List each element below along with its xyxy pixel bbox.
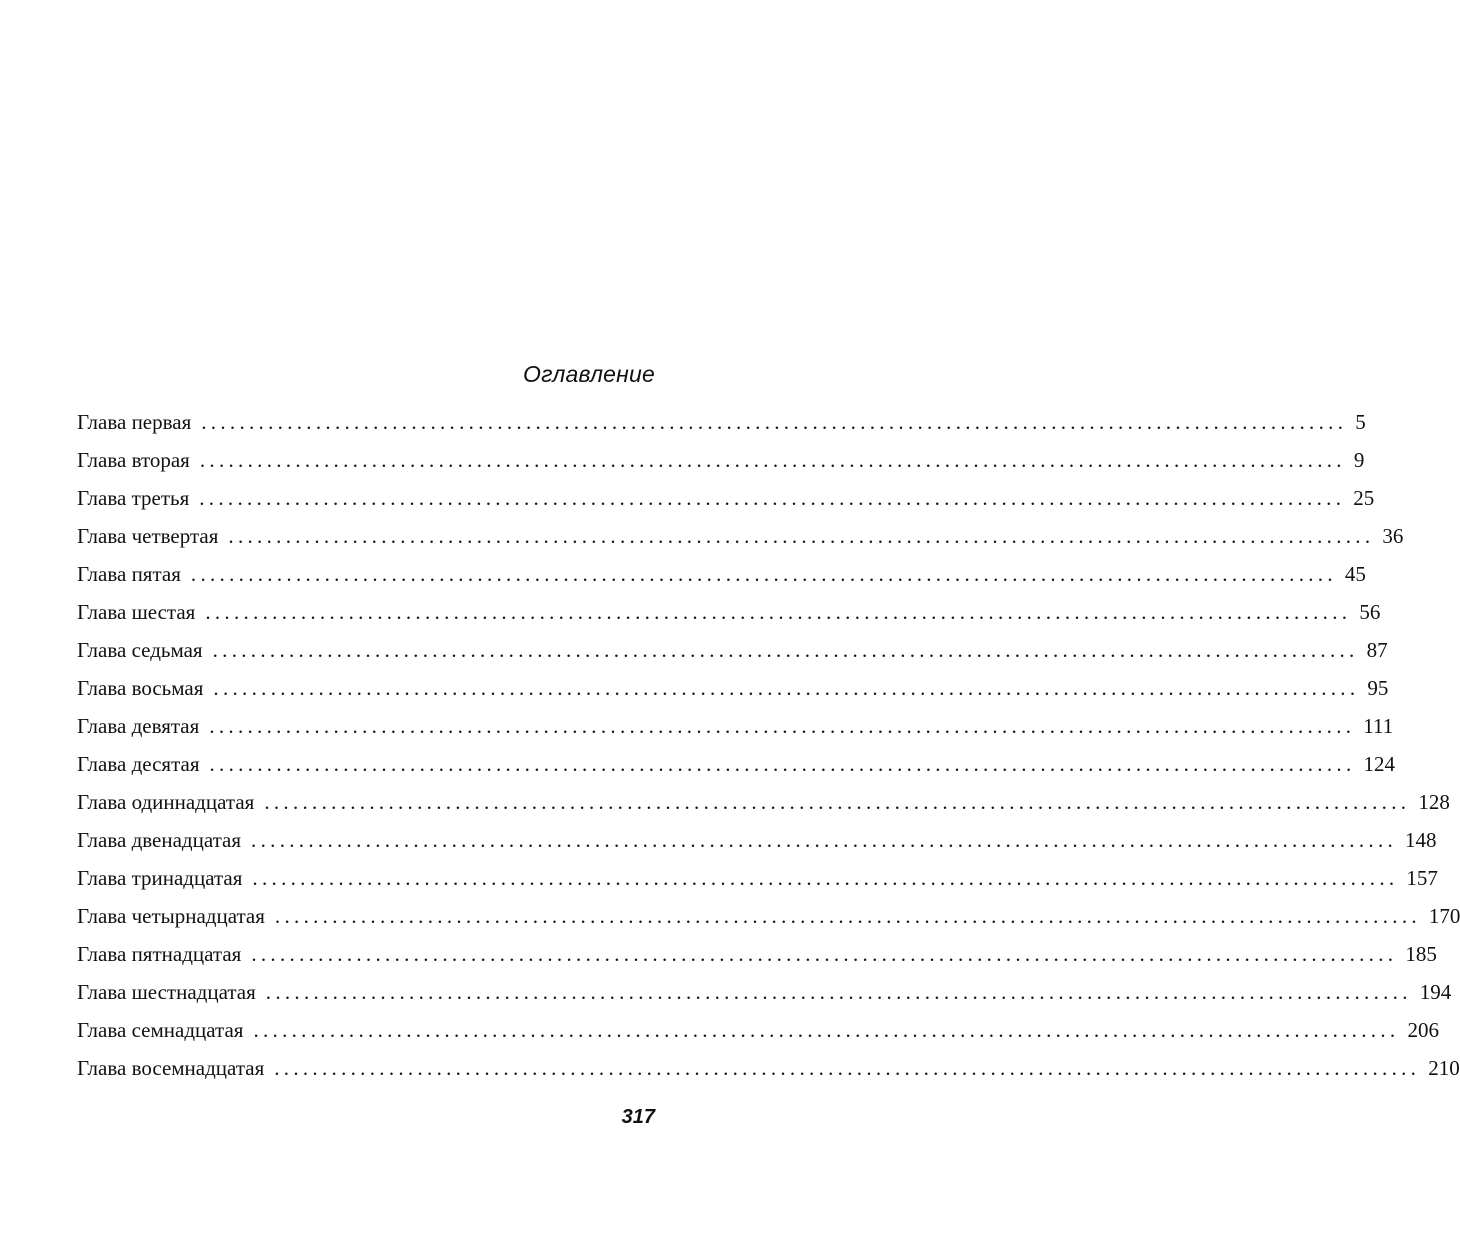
page-number: 317 [621, 1106, 655, 1128]
toc-entry-page: 36 [1382, 524, 1404, 548]
toc-entry-label: Глава первая [77, 410, 192, 434]
toc-list [77, 410, 1460, 1094]
toc-entry [77, 752, 1395, 790]
toc-entry [77, 904, 1460, 942]
toc-entry-page: 157 [1406, 866, 1438, 890]
toc-entry [77, 828, 1437, 866]
toc-entry [77, 866, 1438, 904]
toc-entry-label: Глава десятая [77, 752, 200, 776]
toc-entry [77, 790, 1450, 828]
toc-entry-label: Глава вторая [77, 448, 190, 472]
toc-entry [77, 1018, 1439, 1056]
toc-entry-page: 95 [1367, 676, 1389, 700]
toc-entry-label: Глава третья [77, 486, 190, 510]
toc-entry-page: 185 [1405, 942, 1437, 966]
toc-entry [77, 980, 1452, 1018]
dot-leader: ........................................................................................................................ [251, 828, 1398, 852]
toc-entry [77, 638, 1388, 676]
dot-leader: ........................................................................................................................ [205, 600, 1352, 624]
toc-entry-page: 87 [1366, 638, 1388, 662]
dot-leader: ........................................................................................................................ [228, 524, 1375, 548]
toc-entry [77, 486, 1375, 524]
toc-entry [77, 524, 1404, 562]
dot-leader: ........................................................................................................................ [253, 1018, 1400, 1042]
toc-entry-label: Глава пятнадцатая [77, 942, 242, 966]
toc-entry-label: Глава четырнадцатая [77, 904, 265, 928]
dot-leader: ........................................................................................................................ [199, 486, 1346, 510]
dot-leader: ........................................................................................................................ [251, 942, 1398, 966]
toc-entry-page: 56 [1359, 600, 1381, 624]
toc-entry-page: 206 [1407, 1018, 1439, 1042]
toc-entry-label: Глава одиннадцатая [77, 790, 255, 814]
toc-entry [77, 448, 1365, 486]
dot-leader: ........................................................................................................................ [212, 638, 1359, 662]
toc-entry-label: Глава девятая [77, 714, 200, 738]
toc-entry-label: Глава пятая [77, 562, 181, 586]
toc-entry-page: 124 [1363, 752, 1395, 776]
dot-leader: ........................................................................................................................ [252, 866, 1399, 890]
toc-entry-label: Глава восьмая [77, 676, 204, 700]
toc-entry-page: 194 [1419, 980, 1452, 1004]
toc-entry [77, 676, 1389, 714]
toc-entry-page: 25 [1353, 486, 1375, 510]
toc-entry-page: 5 [1355, 410, 1366, 434]
dot-leader: ........................................................................................................................ [274, 1056, 1421, 1080]
toc-entry-page: 170 [1428, 904, 1460, 928]
toc-entry-label: Глава четвертая [77, 524, 219, 548]
toc-entry-page: 210 [1428, 1056, 1460, 1080]
dot-leader: ........................................................................................................................ [265, 980, 1412, 1004]
toc-entry-label: Глава шестая [77, 600, 196, 624]
toc-entry [77, 1056, 1460, 1094]
toc-entry-label: Глава седьмая [77, 638, 203, 662]
toc-entry-label: Глава семнадцатая [77, 1018, 244, 1042]
toc-entry-page: 45 [1344, 562, 1366, 586]
toc-entry-label: Глава двенадцатая [77, 828, 242, 852]
toc-title: Оглавление [523, 361, 655, 387]
toc-entry [77, 410, 1366, 448]
toc-entry [77, 600, 1381, 638]
toc-entry-page: 128 [1418, 790, 1450, 814]
toc-entry-page: 111 [1363, 714, 1394, 738]
toc-entry-label: Глава шестнадцатая [77, 980, 256, 1004]
dot-leader: ........................................................................................................................ [274, 904, 1421, 928]
toc-entry-label: Глава тринадцатая [77, 866, 243, 890]
dot-leader: ........................................................................................................................ [213, 676, 1360, 700]
toc-entry-page: 148 [1405, 828, 1437, 852]
toc-entry-label: Глава восемнадцатая [77, 1056, 265, 1080]
dot-leader: ........................................................................................................................ [209, 752, 1356, 776]
dot-leader: ........................................................................................................................ [201, 410, 1348, 434]
toc-entry-page: 9 [1353, 448, 1365, 472]
toc-entry [77, 714, 1394, 752]
toc-entry [77, 942, 1437, 980]
dot-leader: ........................................................................................................................ [209, 714, 1356, 738]
dot-leader: ........................................................................................................................ [264, 790, 1411, 814]
dot-leader: ........................................................................................................................ [199, 448, 1346, 472]
dot-leader: ........................................................................................................................ [190, 562, 1337, 586]
toc-entry [77, 562, 1366, 600]
